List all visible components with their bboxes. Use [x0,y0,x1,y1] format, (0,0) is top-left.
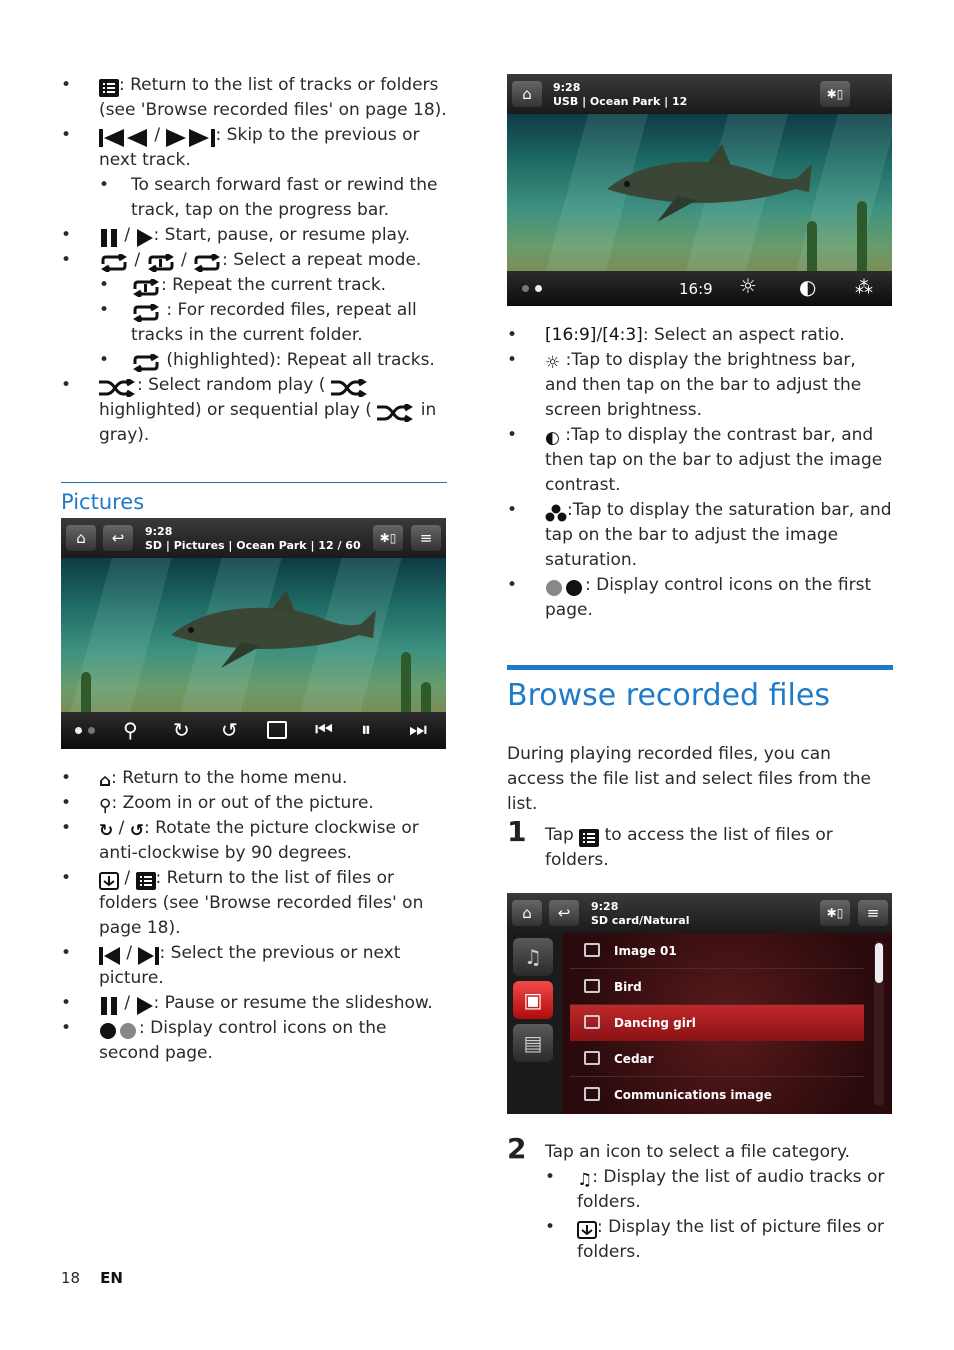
list-item: • / / : Select a repeat mode. • : Repeat the current track. • : For recorded files, repeat all tracks in the current folder. • (highlighted): Repeat all tracks. [61,248,447,373]
status-bar [507,74,892,114]
status-time: 9:28 [553,81,581,94]
next-icon[interactable]: ⏭ [409,717,427,741]
list-item: • / : Select the previous or next picture. [61,941,447,991]
page-dot-icon [88,727,95,734]
pause-icon[interactable]: ⏸ [361,717,371,741]
page-dot-icon [522,285,529,292]
aspect-ratio-button[interactable]: 16:9 [679,280,713,298]
home-icon: ⌂ [512,81,542,107]
picture-file-icon [584,1051,600,1065]
list-item: • ↻ / ↺: Rotate the picture clockwise or anti-clockwise by 90 degrees. [61,816,447,866]
list-item[interactable]: Bird [570,969,864,1005]
section-title-pictures: Pictures [61,490,145,514]
control-bar [61,712,446,749]
page-dots-icon [545,579,585,597]
pictures-controls-list [61,766,447,1066]
list-item[interactable]: Image 01 [570,933,864,969]
play-icon [136,229,154,247]
next-icon [138,947,160,965]
list-item[interactable]: Cedar [570,1041,864,1077]
music-category-icon[interactable]: ♫ [513,938,553,976]
status-time: 9:28 [591,900,619,913]
picture-file-icon [584,1087,600,1101]
video-screenshot [507,74,892,306]
control-bar [507,271,892,306]
rotate-cw-icon[interactable]: ↻ [173,718,190,742]
repeat-folder-icon [192,254,222,272]
list-item[interactable]: Communications image [570,1077,864,1113]
step-number: 2 [507,1132,527,1165]
repeat-one-icon [146,254,176,272]
bluetooth-icon: ✱▯ [820,81,850,107]
list-item[interactable]: Dancing girl [570,1005,864,1041]
brightness-icon[interactable]: ☼ [739,274,757,298]
brightness-icon: ☼ [545,353,561,373]
bluetooth-icon: ✱▯ [373,525,403,551]
page-dot-icon [75,727,82,734]
list-item: • [16:9]/[4:3]: Select an aspect ratio. [507,323,893,348]
home-icon: ⌂ [512,900,542,926]
prev-track-icon [99,129,149,147]
list-item: • : Display the list of picture files or folders. [545,1215,893,1265]
rotate-cw-icon: ↻ [99,821,114,841]
category-sidebar [507,933,562,1114]
section-divider [61,482,447,483]
repeat-one-icon [131,279,161,297]
section-divider [507,665,893,670]
ocean-photo [61,558,446,712]
rotate-ccw-icon[interactable]: ↺ [221,718,238,742]
list-item: • : Select random play ( highlighted) or sequential play ( in gray). [61,373,447,448]
page-footer [61,1266,123,1291]
status-path: SD card/Natural [591,914,690,927]
picture-file-icon [584,943,600,957]
step-2: 2 Tap an icon to select a file category. • ♫: Display the list of audio tracks or folders. • : Display the list of picture files or folders. [507,1140,893,1265]
step-number: 1 [507,815,527,848]
previous-icon [99,947,121,965]
picture-list-icon [99,872,119,890]
menu-icon: ≡ [411,525,441,551]
status-bar [61,518,446,558]
list-item: • : Repeat the current track. [99,273,447,298]
picture-list-icon[interactable] [267,721,287,739]
zoom-icon: ⚲ [99,796,112,816]
repeat-all-icon [99,254,129,272]
status-bar [507,893,892,933]
list-item: • / : Pause or resume the slideshow. [61,991,447,1016]
list-icon [579,829,599,847]
list-item: • ⚲: Zoom in or out of the picture. [61,791,447,816]
file-list-screenshot [507,893,892,1114]
picture-list-icon [577,1221,597,1239]
list-item: • / : Start, pause, or resume play. [61,223,447,248]
list-item: • ☼ :Tap to display the brightness bar, and then tap on the bar to adjust the screen brightness. [507,348,893,423]
page-dot-icon [535,285,542,292]
list-item: • (highlighted): Repeat all tracks. [99,348,447,373]
saturation-icon [545,504,567,522]
page-number: 18 [61,1269,81,1287]
pause-icon [99,997,119,1015]
ocean-video [507,114,892,271]
list-item: • :Tap to display the saturation bar, and tap on the bar to adjust the image saturation. [507,498,893,573]
shuffle-icon [99,379,137,397]
video-controls-list [507,323,893,623]
status-path: USB | Ocean Park | 12 [553,95,688,108]
picture-file-icon [584,979,600,993]
shuffle-icon [377,404,415,422]
music-note-icon: ♫ [577,1170,593,1190]
picture-file-icon [584,1015,600,1029]
shuffle-icon [331,379,369,397]
list-item: • ◐ :Tap to display the contrast bar, and then tap on the bar to adjust the image contrast. [507,423,893,498]
right-column [507,74,893,1265]
status-time: 9:28 [145,525,173,538]
previous-icon[interactable]: ⏮ [315,717,333,741]
left-column [61,73,447,1066]
step-1: 1 Tap to access the list of files or folders. [507,815,833,870]
zoom-icon[interactable]: ⚲ [123,718,138,742]
scroll-thumb[interactable] [875,943,883,983]
play-icon [136,997,154,1015]
back-icon: ↩ [549,900,579,926]
picture-category-icon[interactable]: ▣ [513,981,553,1019]
playback-controls-list [61,73,447,448]
status-path: SD | Pictures | Ocean Park | 12 / 60 [145,539,361,552]
next-track-icon [166,129,216,147]
list-item: • / : Return to the list of files or folders (see 'Browse recorded files' on page 18). [61,866,447,941]
menu-icon: ≡ [858,900,888,926]
back-icon: ↩ [103,525,133,551]
repeat-folder-icon [131,304,161,322]
intro-paragraph: During playing recorded files, you can access the file list and select files from the list. [507,744,871,814]
pictures-screenshot [61,518,446,749]
list-item: • : Display control icons on the second page. [61,1016,447,1066]
rotate-ccw-icon: ↺ [129,821,145,841]
pause-icon [99,229,119,247]
home-icon: ⌂ [66,525,96,551]
fish-image [597,134,817,224]
list-item: • : Return to the list of tracks or folders (see 'Browse recorded files' on page 18). [61,73,447,123]
contrast-icon[interactable]: ◐ [799,275,817,299]
video-category-icon[interactable]: ▤ [513,1024,553,1062]
list-item: • ♫: Display the list of audio tracks or folders. [545,1165,893,1215]
list-item: • To search forward fast or rewind the track, tap on the progress bar. [99,173,447,223]
section-title-browse: Browse recorded files [507,678,830,713]
list-item: • / : Skip to the previous or next track. • To search forward fast or rewind the track, tap on the progress bar. [61,123,447,223]
file-list [562,933,892,1114]
list-item: • : Display control icons on the first page. [507,573,893,623]
bluetooth-icon: ✱▯ [820,900,850,926]
list-icon [136,872,156,890]
home-icon: ⌂ [99,771,112,791]
list-item: • ⌂: Return to the home menu. [61,766,447,791]
page-dots-icon [99,1022,139,1040]
contrast-icon: ◐ [545,428,560,448]
repeat-all-icon [131,354,161,372]
list-item: • : For recorded files, repeat all tracks in the current folder. [99,298,447,348]
saturation-icon[interactable]: ⁂ [855,277,873,298]
language-code: EN [100,1269,123,1287]
scrollbar[interactable] [874,941,884,1106]
fish-image [161,580,381,670]
list-icon [99,79,119,97]
